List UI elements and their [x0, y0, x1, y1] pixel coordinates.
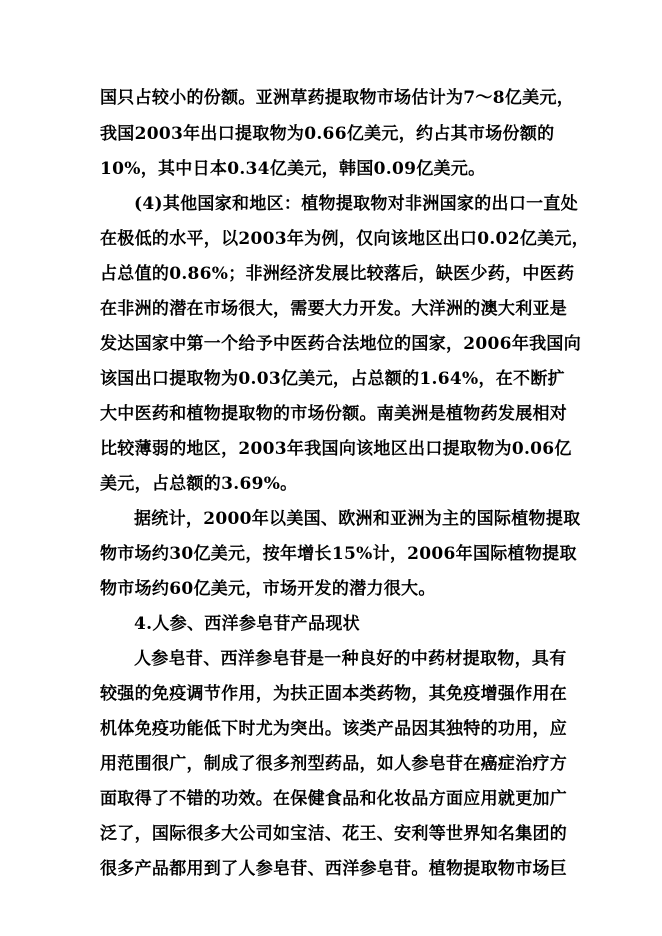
- text-line: 大中医药和植物提取物的市场份额。南美洲是植物药发展相对: [100, 404, 568, 424]
- text-line: 物市场约30亿美元，按年增长15%计，2006年国际植物提取: [100, 544, 577, 564]
- text-line: 美元，占总额的3.69%。: [100, 474, 298, 494]
- text-line: 10%，其中日本0.34亿美元，韩国0.09亿美元。: [100, 159, 486, 179]
- text-line: 物市场约60亿美元，市场开发的潜力很大。: [100, 579, 436, 599]
- text-line: 很多产品都用到了人参皂苷、西洋参皂苷。植物提取物市场巨: [100, 859, 568, 879]
- paragraph-start-line: 据统计，2000年以美国、欧洲和亚洲为主的国际植物提取: [134, 509, 581, 529]
- section-heading: 4.人参、西洋参皂苷产品现状: [134, 614, 360, 634]
- text-line: 在非洲的潜在市场很大，需要大力开发。大洋洲的澳大利亚是: [100, 299, 568, 319]
- text-line: 该国出口提取物为0.03亿美元，占总额的1.64%，在不断扩: [100, 369, 565, 389]
- text-line: 占总值的0.86%；非洲经济发展比较落后，缺医少药，中医药: [100, 264, 575, 284]
- text-line: 在极低的水平，以2003年为例，仅向该地区出口0.02亿美元，: [100, 229, 590, 249]
- text-line: 泛了，国际很多大公司如宝洁、花王、安利等世界知名集团的: [100, 824, 568, 844]
- paragraph-start-line: (4)其他国家和地区：植物提取物对非洲国家的出口一直处: [134, 194, 579, 214]
- text-line: 机体免疫功能低下时尤为突出。该类产品因其独特的功用，应: [100, 719, 568, 739]
- text-line: 我国2003年出口提取物为0.66亿美元，约占其市场份额的: [100, 124, 555, 144]
- text-line: 国只占较小的份额。亚洲草药提取物市场估计为7～8亿美元，: [100, 88, 575, 108]
- text-line: 发达国家中第一个给予中医药合法地位的国家，2006年我国向: [100, 334, 582, 354]
- paragraph-start-line: 人参皂苷、西洋参皂苷是一种良好的中药材提取物，具有: [134, 649, 567, 669]
- text-line: 面取得了不错的功效。在保健食品和化妆品方面应用就更加广: [100, 789, 568, 809]
- text-line: 用范围很广，制成了很多剂型药品，如人参皂苷在癌症治疗方: [100, 754, 568, 774]
- text-line: 比较薄弱的地区，2003年我国向该地区出口提取物为0.06亿: [100, 439, 572, 459]
- text-line: 较强的免疫调节作用，为扶正固本类药物，其免疫增强作用在: [100, 684, 568, 704]
